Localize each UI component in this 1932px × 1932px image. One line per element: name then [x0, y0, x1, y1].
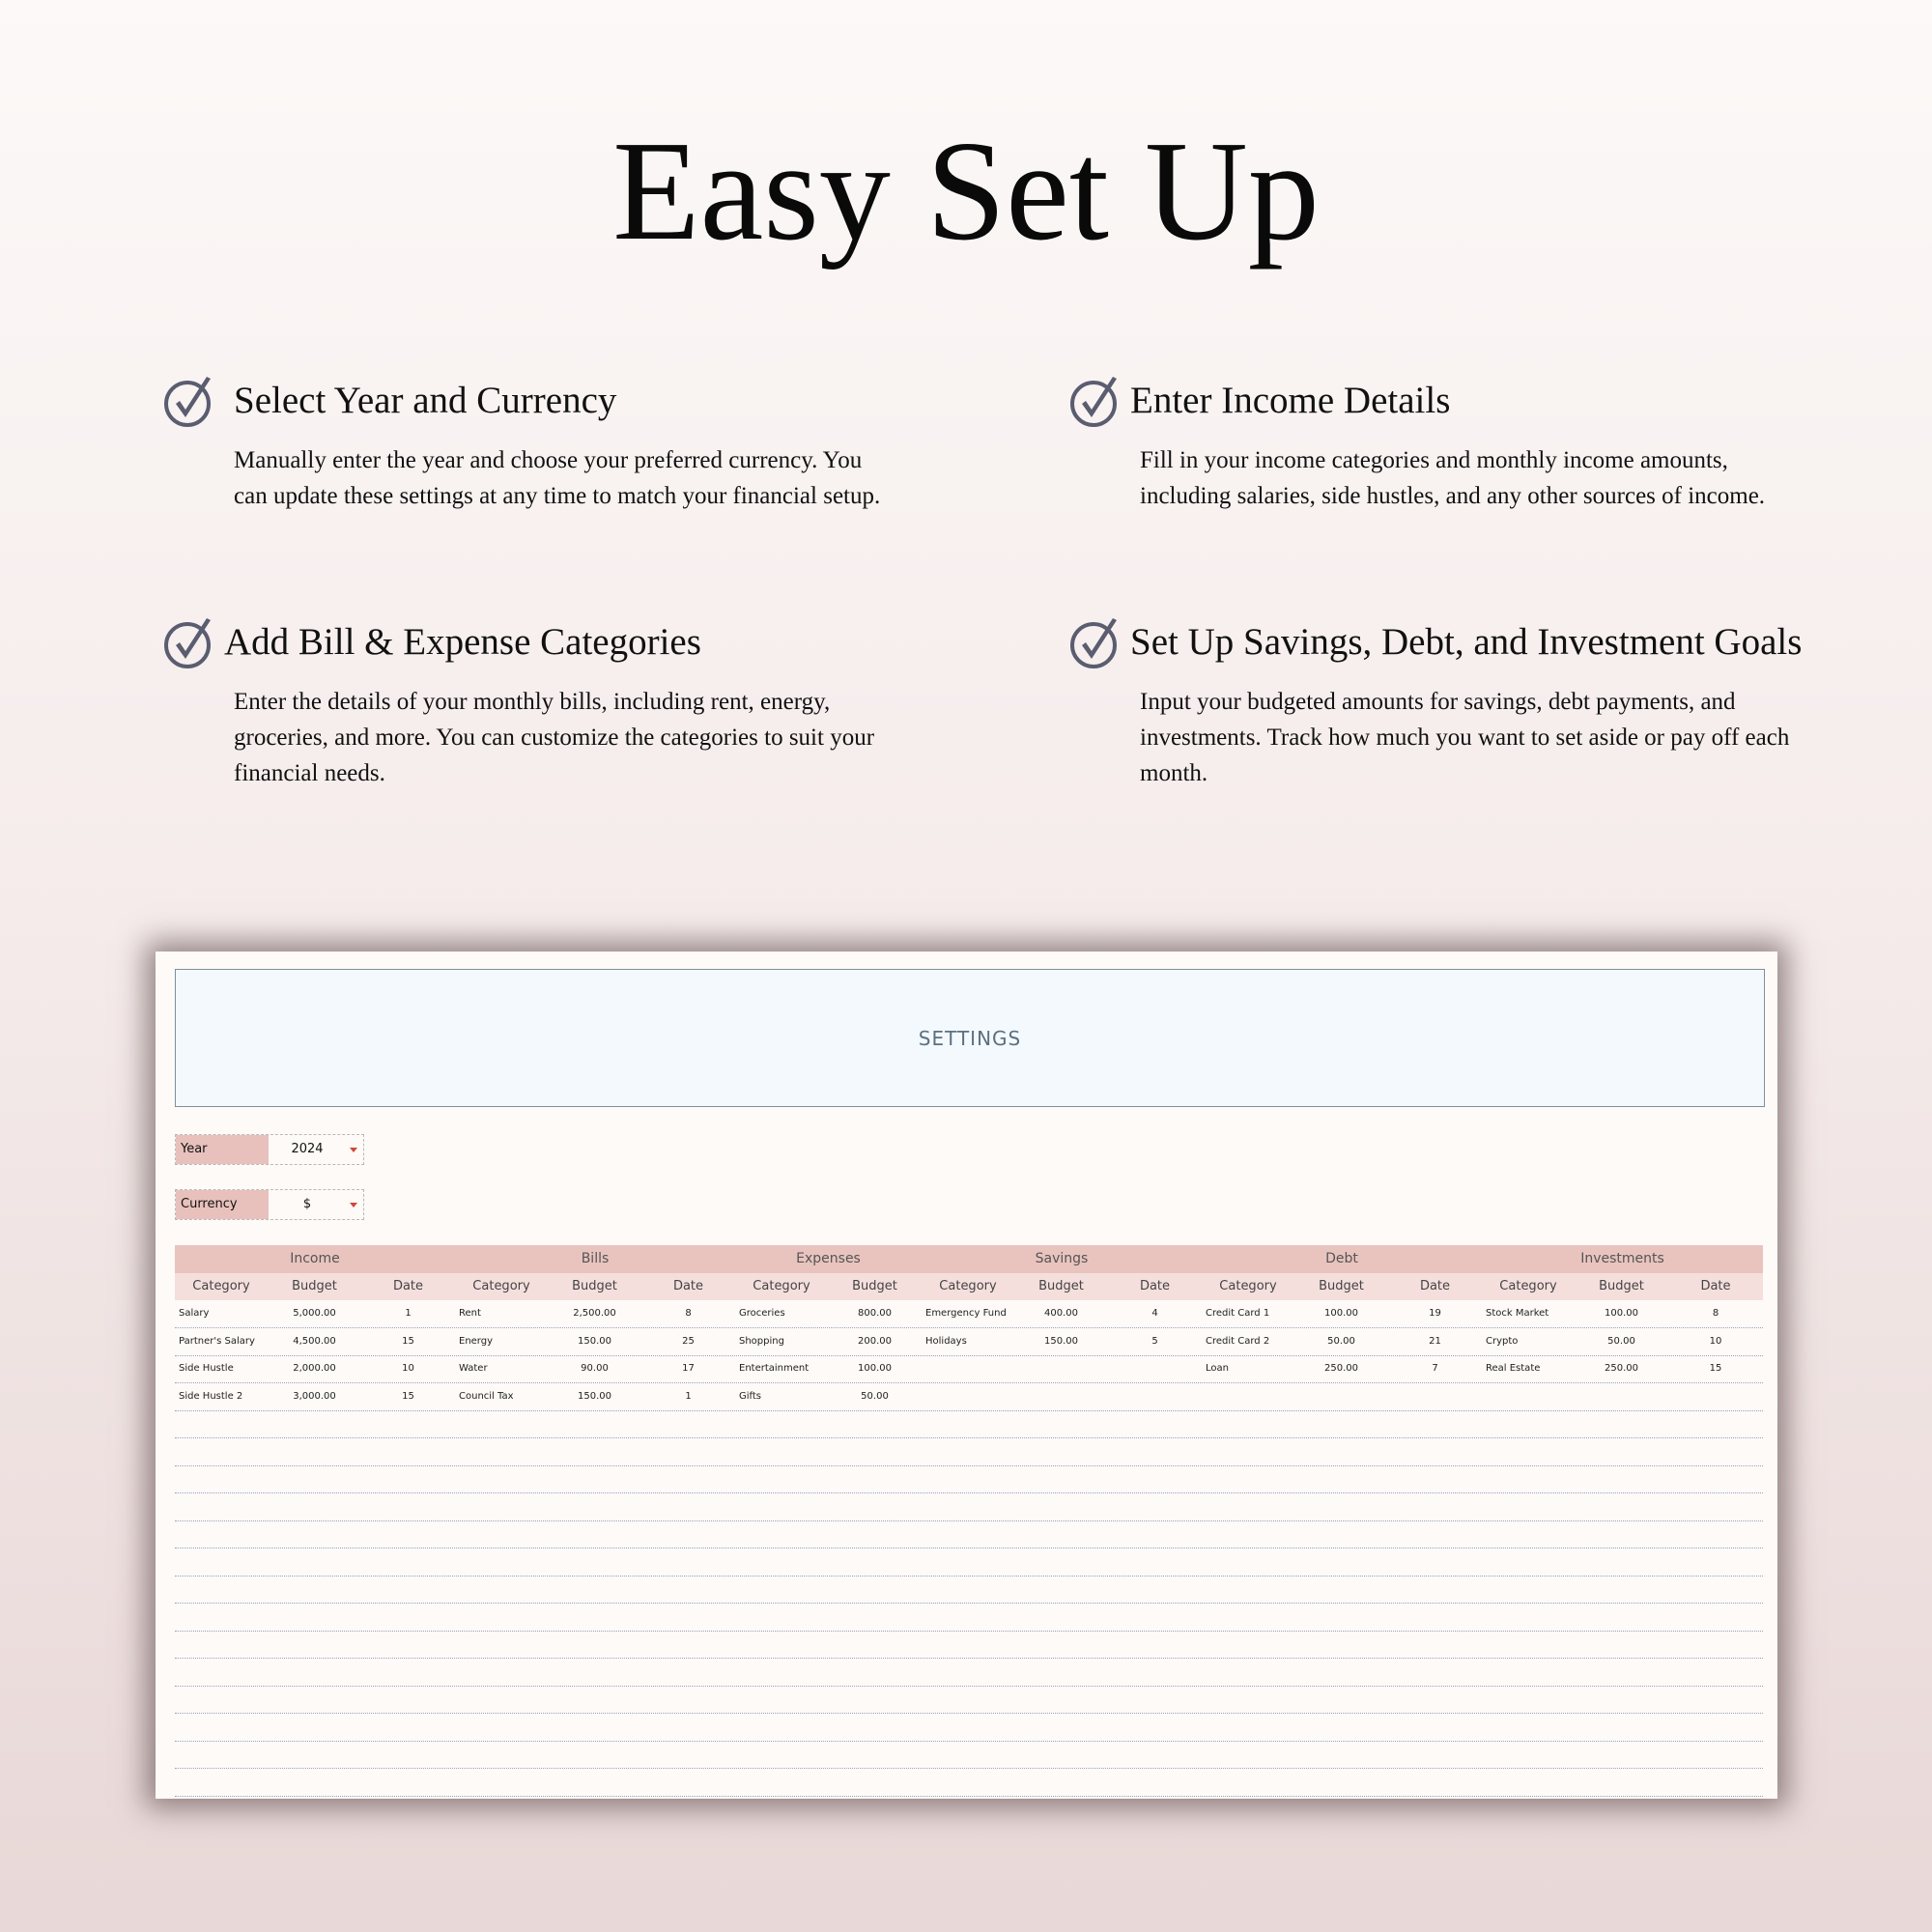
column-header-row	[175, 1273, 1763, 1300]
column-header: Category	[939, 1279, 997, 1293]
feature-year-currency	[164, 375, 898, 509]
table-row[interactable]	[175, 1604, 1763, 1632]
column-header: Budget	[1038, 1279, 1084, 1293]
table-cell[interactable]: 15	[1709, 1363, 1722, 1374]
table-row[interactable]	[175, 1548, 1763, 1577]
table-row[interactable]	[175, 1686, 1763, 1714]
table-cell[interactable]: Side Hustle 2	[179, 1390, 243, 1402]
check-circle-icon	[164, 375, 218, 429]
dropdown-arrow-icon[interactable]	[350, 1203, 357, 1208]
table-cell[interactable]: 800.00	[858, 1308, 892, 1319]
column-header: Date	[1700, 1279, 1731, 1293]
column-header: Date	[1139, 1279, 1171, 1293]
column-header: Budget	[292, 1279, 337, 1293]
table-cell[interactable]: Gifts	[739, 1390, 762, 1402]
table-cell[interactable]: Salary	[179, 1308, 210, 1319]
table-cell[interactable]	[1482, 1383, 1575, 1410]
table-cell[interactable]: Side Hustle	[179, 1363, 234, 1374]
currency-label: Currency	[176, 1190, 269, 1219]
group-header-2: Expenses	[796, 1251, 861, 1266]
column-header: Category	[753, 1279, 810, 1293]
column-header: Category	[1219, 1279, 1277, 1293]
table-cell[interactable]	[1108, 1355, 1202, 1382]
table-cell[interactable]: 21	[1429, 1335, 1441, 1347]
table-row[interactable]	[175, 1631, 1763, 1659]
table-cell[interactable]: Credit Card 1	[1206, 1308, 1270, 1319]
table-cell[interactable]: 100.00	[858, 1363, 892, 1374]
table-cell[interactable]: 10	[1709, 1335, 1722, 1347]
feature-heading: Set Up Savings, Debt, and Investment Goals	[1130, 621, 1803, 663]
table-cell[interactable]: 7	[1432, 1363, 1438, 1374]
table-cell[interactable]: Partner's Salary	[179, 1335, 255, 1347]
check-circle-icon	[164, 616, 218, 670]
column-header: Category	[1499, 1279, 1557, 1293]
table-cell[interactable]: 17	[682, 1363, 695, 1374]
table-cell[interactable]: 1	[685, 1390, 692, 1402]
table-cell[interactable]: 8	[685, 1308, 692, 1319]
currency-value[interactable]: $	[302, 1197, 312, 1211]
feature-description: Enter the details of your monthly bills, including rent, energy, groceries, and more. You can customize the categories to suit your financial needs.	[234, 689, 875, 786]
table-cell[interactable]: 25	[682, 1335, 695, 1347]
feature-description: Manually enter the year and choose your preferred currency. You can update these settings at any time to match your financial setup.	[234, 447, 881, 509]
table-cell[interactable]: 100.00	[1324, 1308, 1358, 1319]
table-cell[interactable]: 150.00	[578, 1335, 611, 1347]
table-cell[interactable]	[1388, 1383, 1482, 1410]
table-cell[interactable]	[922, 1383, 1014, 1410]
group-header-row	[175, 1245, 1763, 1273]
table-cell[interactable]: 1	[405, 1308, 412, 1319]
table-row[interactable]	[175, 1769, 1763, 1797]
feature-heading: Enter Income Details	[1130, 380, 1451, 421]
column-header: Date	[1419, 1279, 1451, 1293]
table-cell[interactable]: 4,500.00	[293, 1335, 336, 1347]
group-header-3: Savings	[1035, 1251, 1089, 1266]
feature-goals	[1070, 616, 1804, 786]
year-select[interactable]	[175, 1134, 364, 1165]
table-cell[interactable]: 5	[1151, 1335, 1158, 1347]
table-cell[interactable]: 50.00	[861, 1390, 889, 1402]
table-row[interactable]	[175, 1493, 1763, 1521]
table-cell[interactable]: 8	[1712, 1308, 1719, 1319]
feature-description: Fill in your income categories and monthly income amounts, including salaries, side hustles, and any other sources of income.	[1140, 447, 1766, 509]
table-cell[interactable]: 90.00	[581, 1363, 609, 1374]
table-row[interactable]	[175, 1576, 1763, 1604]
check-circle-icon	[1070, 375, 1124, 429]
table-cell[interactable]: 4	[1151, 1308, 1158, 1319]
settings-banner: SETTINGS	[175, 969, 1765, 1107]
table-cell[interactable]: Council Tax	[459, 1390, 514, 1402]
table-cell[interactable]: Emergency Fund	[925, 1308, 1007, 1319]
table-row[interactable]	[175, 1465, 1763, 1493]
check-circle-icon	[1070, 616, 1124, 670]
column-header: Budget	[852, 1279, 897, 1293]
table-row[interactable]	[175, 1300, 1763, 1328]
table-cell[interactable]	[1668, 1383, 1763, 1410]
table-cell[interactable]: Shopping	[739, 1335, 784, 1347]
column-header: Date	[672, 1279, 704, 1293]
table-row[interactable]	[175, 1410, 1763, 1438]
table-cell[interactable]	[922, 1355, 1014, 1382]
table-cell[interactable]: 19	[1429, 1308, 1441, 1319]
feature-bills-expenses	[164, 616, 898, 786]
table-cell[interactable]: 2,500.00	[573, 1308, 616, 1319]
table-row[interactable]	[175, 1328, 1763, 1356]
feature-heading: Select Year and Currency	[234, 380, 617, 421]
column-header: Category	[192, 1279, 250, 1293]
table-row[interactable]	[175, 1383, 1763, 1411]
table-cell[interactable]	[1294, 1383, 1388, 1410]
table-cell[interactable]: Credit Card 2	[1206, 1335, 1270, 1347]
table-row[interactable]	[175, 1741, 1763, 1769]
table-cell[interactable]: Stock Market	[1486, 1308, 1549, 1319]
table-cell[interactable]: 100.00	[1605, 1308, 1638, 1319]
table-cell[interactable]: Water	[459, 1363, 488, 1374]
table-cell[interactable]: Entertainment	[739, 1363, 810, 1374]
table-cell[interactable]: 50.00	[1607, 1335, 1635, 1347]
table-cell[interactable]: Groceries	[739, 1308, 785, 1319]
table-row[interactable]	[175, 1355, 1763, 1383]
table-cell[interactable]: 10	[402, 1363, 414, 1374]
column-header: Category	[472, 1279, 530, 1293]
table-cell[interactable]	[1014, 1383, 1108, 1410]
table-cell[interactable]: 200.00	[858, 1335, 892, 1347]
feature-income	[1070, 375, 1804, 509]
dropdown-arrow-icon[interactable]	[350, 1148, 357, 1152]
table-cell[interactable]	[1575, 1383, 1668, 1410]
table-row[interactable]	[175, 1714, 1763, 1742]
table-cell[interactable]: 3,000.00	[293, 1390, 336, 1402]
table-cell[interactable]: Loan	[1206, 1363, 1229, 1374]
table-cell[interactable]	[1108, 1383, 1202, 1410]
table-cell[interactable]	[1202, 1383, 1294, 1410]
table-cell[interactable]: 150.00	[578, 1390, 611, 1402]
table-cell[interactable]: 50.00	[1327, 1335, 1355, 1347]
table-cell[interactable]: 400.00	[1044, 1308, 1078, 1319]
table-cell[interactable]: Crypto	[1486, 1335, 1519, 1347]
year-label: Year	[176, 1135, 269, 1164]
table-cell[interactable]	[1014, 1355, 1108, 1382]
column-header: Date	[392, 1279, 424, 1293]
feature-description: Input your budgeted amounts for savings, debt payments, and investments. Track how much you want to set aside or pay off each month.	[1140, 689, 1790, 786]
table-cell[interactable]: 15	[402, 1390, 414, 1402]
group-header-0: Income	[290, 1251, 340, 1266]
group-header-4: Debt	[1325, 1251, 1358, 1266]
year-value[interactable]: 2024	[291, 1142, 324, 1156]
column-header: Budget	[572, 1279, 617, 1293]
settings-sheet	[156, 952, 1777, 1799]
table-cell[interactable]: 15	[402, 1335, 414, 1347]
column-header: Budget	[1319, 1279, 1364, 1293]
currency-select[interactable]	[175, 1189, 364, 1220]
table-cell[interactable]: 2,000.00	[293, 1363, 336, 1374]
table-cell[interactable]: 150.00	[1044, 1335, 1078, 1347]
table-cell[interactable]: Energy	[459, 1335, 494, 1347]
group-header-5: Investments	[1580, 1251, 1664, 1266]
page-title: Easy Set Up	[612, 112, 1320, 270]
feature-heading: Add Bill & Expense Categories	[224, 621, 701, 663]
table-cell[interactable]: Rent	[459, 1308, 481, 1319]
column-header: Budget	[1599, 1279, 1644, 1293]
table-row[interactable]	[175, 1520, 1763, 1548]
table-cell[interactable]: 250.00	[1605, 1363, 1638, 1374]
table-cell[interactable]: Real Estate	[1486, 1363, 1541, 1374]
group-header-1: Bills	[581, 1251, 610, 1266]
table-cell[interactable]: Holidays	[925, 1335, 967, 1347]
table-row[interactable]	[175, 1438, 1763, 1466]
table-cell[interactable]: 5,000.00	[293, 1308, 336, 1319]
table-cell[interactable]: 250.00	[1324, 1363, 1358, 1374]
table-row[interactable]	[175, 1659, 1763, 1687]
